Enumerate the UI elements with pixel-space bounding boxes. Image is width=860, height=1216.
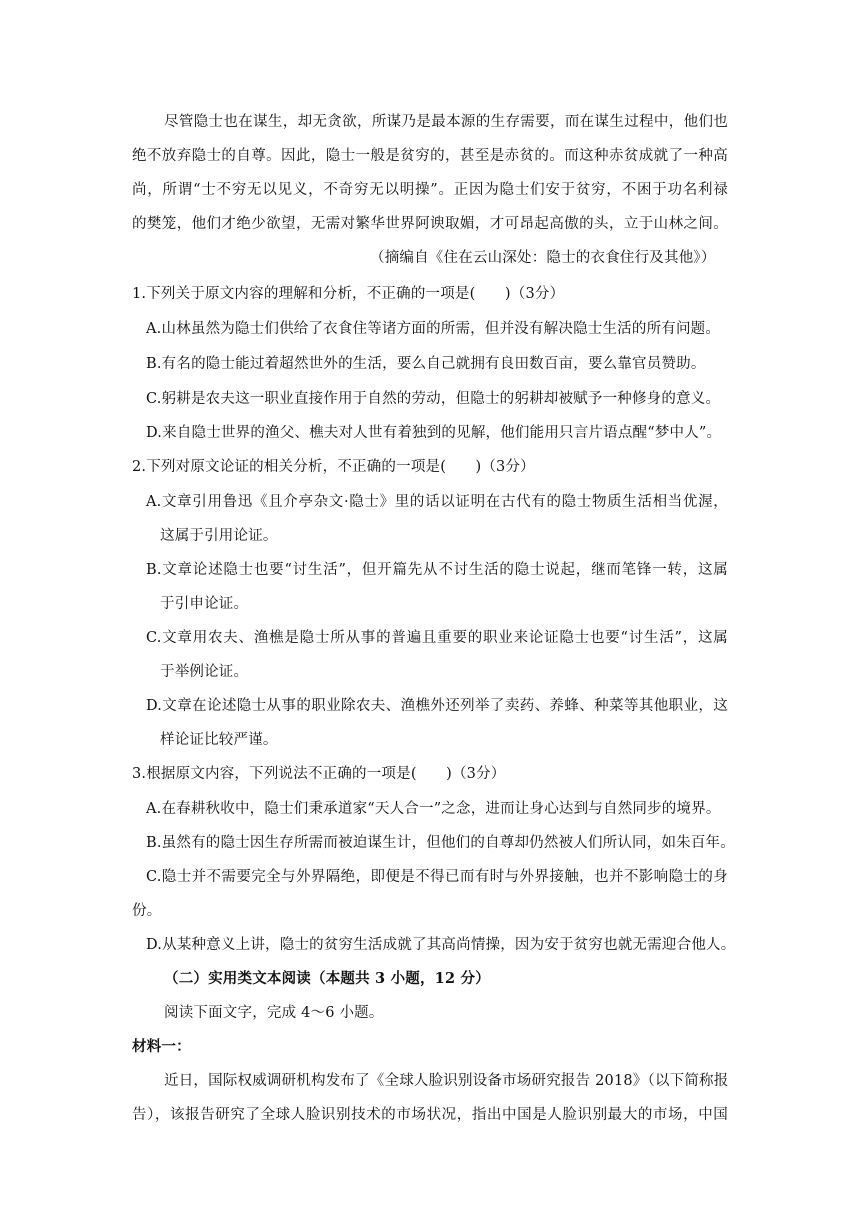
option-c-cont: 于举例论证。 bbox=[160, 664, 249, 680]
option-c-cont: 份。 bbox=[132, 903, 162, 919]
option-d-cont: 样论证比较严谨。 bbox=[160, 732, 278, 748]
option-d: D.从某种意义上讲，隐士的贫穷生活成就了其高尚情操，因为安于贫穷也就无需迎合他人。 bbox=[146, 937, 736, 953]
section-instruction: 阅读下面文字，完成 4～6 小题。 bbox=[164, 1005, 384, 1021]
option-b: B.有名的隐士能过着超然世外的生活，要么自己就拥有良田数百亩，要么靠官员赞助。 bbox=[146, 356, 706, 372]
option-a: A.文章引用鲁迅《且介亭杂文·隐士》里的话以证明在古代有的隐士物质生活相当优渥， bbox=[146, 494, 728, 510]
passage-line: 的樊笼，他们才绝少欲望，无需对繁华世界阿谀取媚，才可昂起高傲的头，立于山林之间。 bbox=[132, 216, 728, 232]
option-a-cont: 这属于引用论证。 bbox=[160, 528, 278, 544]
option-a: A.在春耕秋收中，隐士们秉承道家“天人合一”之念，进而让身心达到与自然同步的境界。 bbox=[146, 801, 721, 817]
passage-source: （摘编自《住在云山深处：隐士的衣食住行及其他》） bbox=[370, 250, 716, 266]
option-d: D.来自隐士世界的渔父、樵夫对人世有着独到的见解，他们能用只言片语点醒“梦中人”。 bbox=[146, 425, 722, 441]
section-heading: （二）实用类文本阅读（本题共 3 小题，12 分） bbox=[164, 970, 490, 987]
passage-line: 绝不放弃隐士的自尊。因此，隐士一般是贫穷的，甚至是赤贫的。而这种赤贫成就了一种高 bbox=[132, 148, 728, 164]
material-line: 告），该报告研究了全球人脸识别技术的市场状况，指出中国是人脸识别最大的市场，中国 bbox=[132, 1107, 728, 1123]
option-d: D.文章在论述隐士从事的职业除农夫、渔樵外还列举了卖药、养蜂、种菜等其他职业，这 bbox=[146, 698, 728, 714]
option-b-cont: 于引申论证。 bbox=[160, 596, 249, 612]
question-stem: 3.根据原文内容，下列说法不正确的一项是( )（3分） bbox=[132, 766, 506, 782]
material-line: 近日，国际权威调研机构发布了《全球人脸识别设备市场研究报告 2018》（以下简称报 bbox=[164, 1073, 729, 1089]
passage-line: 尚，所谓“士不穷无以见义，不奇穷无以明操”。正因为隐士们安于贫穷，不困于功名利禄 bbox=[132, 182, 728, 198]
question-stem: 1.下列关于原文内容的理解和分析，不正确的一项是( )（3分） bbox=[132, 286, 565, 302]
passage-line: 尽管隐士也在谋生，却无贪欲，所谋乃是最本源的生存需要，而在谋生过程中，他们也 bbox=[164, 114, 728, 130]
option-c: C.隐士并不需要完全与外界隔绝，即便是不得已而有时与外界接触，也并不影响隐士的身 bbox=[146, 869, 728, 885]
question-stem: 2.下列对原文论证的相关分析，不正确的一项是( )（3分） bbox=[132, 459, 535, 475]
option-b: B.虽然有的隐士因生存所需而被迫谋生计，但他们的自尊却仍然被人们所认同，如朱百年。 bbox=[146, 835, 735, 851]
option-c: C.躬耕是农夫这一职业直接作用于自然的劳动，但隐士的躬耕却被赋予一种修身的意义。 bbox=[146, 391, 721, 407]
option-a: A.山林虽然为隐士们供给了衣食住等诸方面的所需，但并没有解决隐士生活的所有问题。 bbox=[146, 321, 721, 337]
material-label: 材料一： bbox=[132, 1038, 191, 1055]
option-b: B.文章论述隐士也要“讨生活”，但开篇先从不讨生活的隐士说起，继而笔锋一转，这属 bbox=[146, 562, 728, 578]
option-c: C.文章用农夫、渔樵是隐士所从事的普遍且重要的职业来论证隐士也要“讨生活”，这属 bbox=[146, 630, 728, 646]
